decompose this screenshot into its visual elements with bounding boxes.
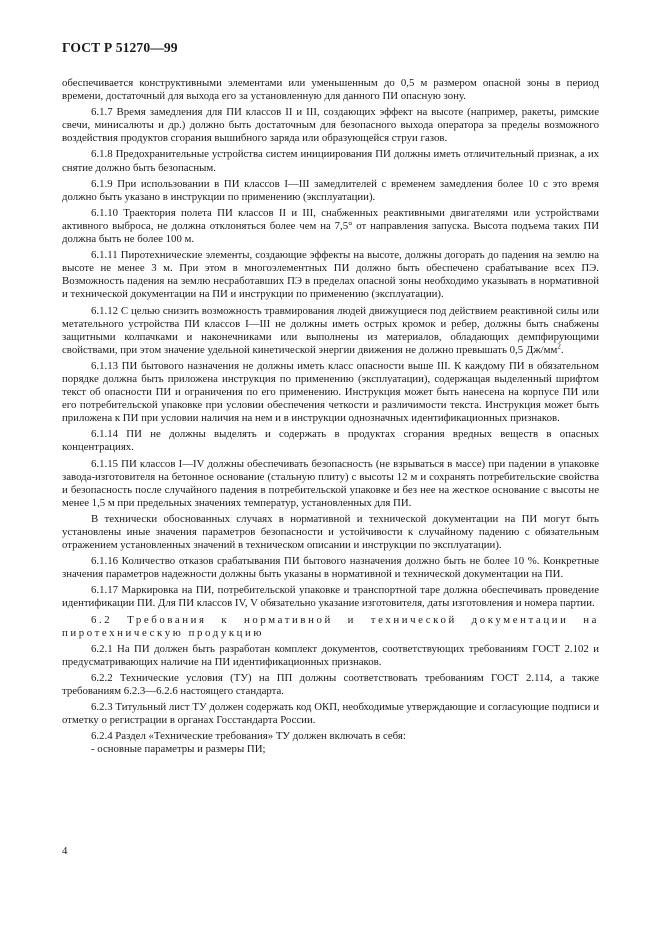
paragraph: 6.2.1 На ПИ должен быть разработан комплект документов, соответствующих требованиям ГОСТ 2.102 и предусматривающих наличие на ПИ идентификационных признаков. xyxy=(62,642,599,668)
list-item: - основные параметры и размеры ПИ; xyxy=(91,743,266,756)
paragraph: 6.2.4 Раздел «Технические требования» ТУ должен включать в себя: xyxy=(91,730,406,743)
paragraph: 6.2.2 Технические условия (ТУ) на ПП должны соответствовать требованиям ГОСТ 2.114, а также требованиям 6.2.3—6.2.6 настоящего стандарта. xyxy=(62,671,599,698)
document-page xyxy=(62,40,599,760)
superscript: 2 xyxy=(557,342,561,351)
paragraph: 6.1.9 При использовании в ПИ классов I—III замедлителей с временем замедления более 10 с это время должно быть указано в инструкции по применению (эксплуатации). xyxy=(62,177,599,203)
page-number: 4 xyxy=(62,845,68,857)
document-header: ГОСТ Р 51270—99 xyxy=(62,40,178,55)
paragraph xyxy=(62,305,599,357)
paragraph: 6.1.11 Пиротехнические элементы, создающие эффекты на высоте, должны догорать до падения на землю на высоте не менее 3 м. При этом в многоэлементных ПИ должно быть обеспечено срабатывание всех ПЭ. Возможность падения на землю несработавших ПЭ в пределах опасной зоны необходимо указывать в нормативной и технической документации на ПИ и инструкции по применению (эксплуатации). xyxy=(62,249,599,301)
paragraph-end: . xyxy=(560,343,564,356)
paragraph: В технически обоснованных случаях в нормативной и технической документации на ПИ могут быть установлены иные значения параметров безопасности и устойчивости к случайному падению с обязательным отражением установленных значений в техническом описании и инструкции по эксплуатации). xyxy=(62,512,599,552)
paragraph: 6.1.15 ПИ классов I—IV должны обеспечивать безопасность (не взрываться в массе) при падении в упаковке завода-изготовителя на бетонное основание (стальную плиту) с высоты 12 м и сохранять потребительские свойства и безопасность после случайного падения в потребительской упаковке и без нее на жесткое основание с высоты не менее 1,5 м при предельных значениях температур, установленных для ПИ. xyxy=(62,457,599,509)
paragraph: 6.2.3 Титульный лист ТУ должен содержать код ОКП, необходимые утверждающие и согласующие подписи и отметку о регистрации в органах Госстандарта России. xyxy=(62,701,599,727)
paragraph: 6.1.13 ПИ бытового назначения не должны иметь класс опасности выше III. К каждому ПИ в обязательном порядке должна быть приложена инструкция по применению (эксплуатации), содержащая выделенный шрифтом текст об опасности ПИ и ограничения по его применению. Инструкция может быть нанесена на корпусе ПИ или его потребительской упаковке при условии обеспечения четкости и различимости текста. Инструкция может быть приложена к ПИ при условии наличия на нем и в инструкции однозначных идентификационных признаков. xyxy=(62,359,599,425)
paragraph: 6.1.7 Время замедления для ПИ классов II и III, создающих эффект на высоте (например, ракеты, римские свечи, минисалюты и др.) должно быть достаточным для безопасного выхода оператора за пределы возможного воздействия продуктов сгорания вышибного заряда или образующейся струи газов. xyxy=(62,106,599,145)
paragraph: 6.1.10 Траектория полета ПИ классов II и III, снабженных реактивными двигателями или устройствами активного выброса, не должна отклоняться более чем на 7,5° от направления запуска. Высота подъема таких ПИ должна быть не более 100 м. xyxy=(62,206,599,246)
paragraph: 6.1.8 Предохранительные устройства систем инициирования ПИ должны иметь отличительный признак, а их снятие должно быть безопасным. xyxy=(62,148,599,174)
paragraph: обеспечивается конструктивными элементами или уменьшенным до 0,5 м размером опасной зоны в период времени, достаточный для выхода его за установленную для данного ПИ опасную зону. xyxy=(62,77,599,103)
paragraph-text: 6.1.12 С целью снизить возможность травмирования людей движущиеся под действием реактивной силы или метательного устройства ПИ классов I—III не должны иметь острых кромок и ребер, должны быть снабжены защитными колпачками и наконечниками или выполнены из материалов, обладающих демпфирующими свойствами, при этом значение удельной кинетической энергии движения не должно превышать 0,5 Дж/мм xyxy=(62,304,599,356)
body-text xyxy=(62,77,599,757)
paragraph: 6.1.16 Количество отказов срабатывания ПИ бытового назначения должно быть не более 10 %. Конкретные значения параметров надежности должны быть указаны в нормативной и технической документации на ПИ. xyxy=(62,555,599,581)
paragraph: 6.1.14 ПИ не должны выделять и содержать в продуктах сгорания вредных веществ в опасных концентрациях. xyxy=(62,428,599,454)
paragraph: 6.1.17 Маркировка на ПИ, потребительской упаковке и транспортной таре должна обеспечивать проведение идентификации ПИ. Для ПИ классов IV, V обязательно указание изготовителя, даты изготовления и номера партии. xyxy=(62,584,599,610)
section-heading: 6.2 Требования к нормативной и технической документации на пиротехническую продукцию xyxy=(62,613,599,639)
